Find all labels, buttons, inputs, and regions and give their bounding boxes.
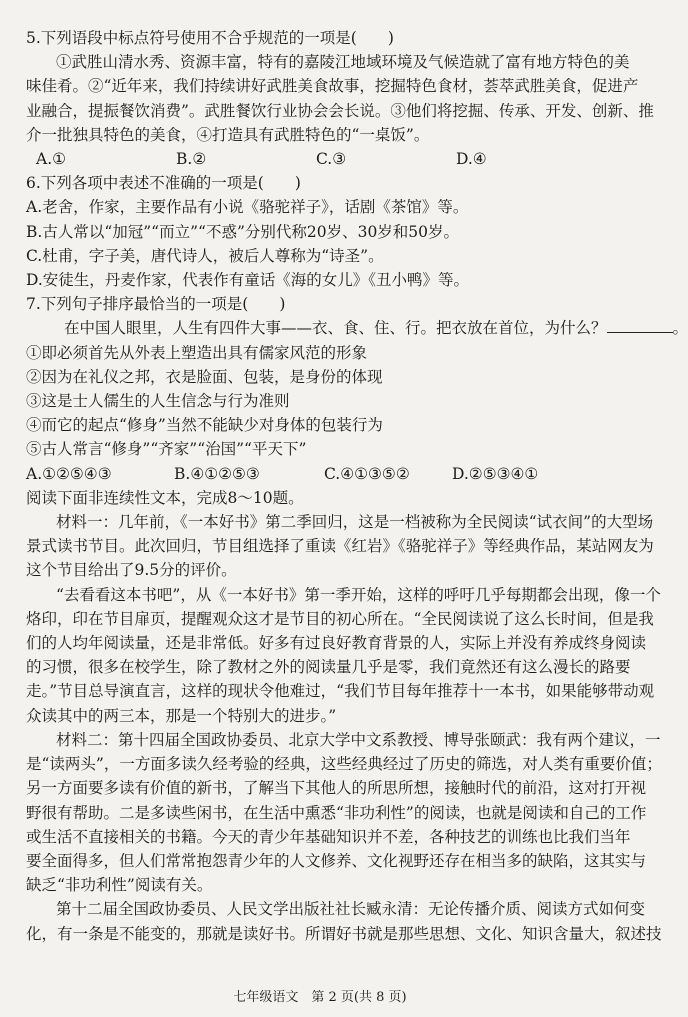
paragraph-line: 的习惯，很多在校学生，除了教材之外的阅读量几乎是零，我们竟然还有这么漫长的路要 [26,658,631,677]
q7-intro [26,316,688,340]
paragraph-line: 是“读两头”，一方面多读久经考验的经典，这些经典经过了历史的筛选，对人类有重要价值； [26,755,662,774]
q7-item: ⑤古人常言“修身”“齐家”“治国”“平天下” [26,440,307,459]
q5-stem: 5.下列语段中标点符号使用不合乎规范的一项是( ) [26,29,394,47]
q6-option-c[interactable]: C.杜甫，字子美，唐代诗人，被后人尊称为“诗圣”。 [26,246,384,265]
paragraph-line: 景式读书节目。此次回归，节目组选择了重读《红岩》《骆驼祥子》等经典作品，某站网友为 [26,537,654,556]
paragraph-line: 这个节目给出了9.5分的评价。 [26,561,237,580]
paragraph-line: 第十二届全国政协委员、人民文学出版社社长臧永清：无论传播介质、阅读方式如何变 [56,900,646,919]
q6-stem: 6.下列各项中表述不准确的一项是( ) [26,174,301,193]
q7-item: ③这是士人儒生的人生信念与行为准则 [26,392,290,411]
question-6 [26,171,618,292]
q7-option-a[interactable]: A.①②⑤④③ [26,464,112,483]
answer-blank[interactable] [607,318,673,333]
q7-option-b[interactable]: B.④①②⑤③ [174,464,260,483]
q5-passage-line: 业融合，提振餐饮消费”。武胜餐饮行业协会会长说。③他们将挖掘、传承、开发、创新、推 [26,101,654,120]
q7-intro-end: 。 [672,319,688,338]
paragraph-line: 野很有帮助。二是多读些闲书，在生活中熏悉“非功利性”的阅读，也就是阅读和自己的工作 [26,803,647,822]
q6-option-a[interactable]: A.老舍，作家，主要作品有小说《骆驼祥子》，话剧《茶馆》等。 [26,198,469,217]
paragraph-line: 走。”节目总导演直言，这样的现状令他难过，“我们节目每年推荐十一本书，如果能够带动观 [26,682,655,701]
q5-option-d[interactable]: D.④ [456,150,487,169]
q6-option-b[interactable]: B.古人常以“加冠”“而立”“不惑”分别代称20岁、30岁和50岁。 [26,222,460,241]
paragraph-line: 材料二：第十四届全国政协委员、北京大学中文系教授、博导张颐武：我有两个建议，一 [56,730,661,749]
q7-stem: 7.下列句子排序最恰当的一项是( ) [26,295,286,314]
q7-option-c[interactable]: C.④①③⑤② [324,464,410,483]
paragraph-line: 另一方面要多读有价值的新书，了解当下其他人的所思所想，接触时代的前沿，这对打开视 [26,779,647,798]
material-two [26,728,662,897]
paragraph-line: 化，有一条是不能变的，那就是读好书。所谓好书就是那些思想、文化、知识含量大，叙述技 [26,924,662,943]
q7-item: ①即必须首先从外表上塑造出具有儒家风范的形象 [26,343,368,362]
q5-option-b[interactable]: B.② [176,150,207,169]
reading-instruction: 阅读下面非连续性文本，完成8～10题。 [26,488,304,507]
q7-options [26,462,618,486]
paragraph-line: 或生活不直接相关的书籍。今天的青少年基础知识并不差，各种技艺的训练也比我们当年 [26,827,631,846]
q5-passage-line: 介一批独具特色的美食，④打造具有武胜特色的“一桌饭”。 [26,125,430,144]
paragraph-line: 缺乏“非功利性”阅读有关。 [26,876,213,895]
question-7 [26,292,688,486]
paragraph-line: 众读其中的两三本，那是一个特别大的进步。” [26,706,337,725]
page-footer: 七年级语文 第 2 页(共 8 页) [233,990,407,1005]
q5-passage-line: ①武胜山清水秀、资源丰富，特有的嘉陵江地域环境及气候造就了富有地方特色的美 [56,53,630,72]
q5-passage-line: 味佳肴。②“近年来，我们持续讲好武胜美食故事，挖掘特色食材，荟萃武胜美食，促进产 [26,77,639,96]
q5-option-a[interactable]: A.① [36,150,67,169]
q5-options [26,147,618,171]
q5-option-c[interactable]: C.③ [316,150,347,169]
question-5 [26,26,654,171]
paragraph-line: 要全面得多，但人们常常抱怨青少年的人文修养、文化视野还存在相当多的缺陷，这其实与 [26,851,647,870]
paragraph-line: 材料一：几年前，《一本好书》第二季回归，这是一档被称为全民阅读“试衣间”的大型场 [56,513,654,532]
q6-option-d[interactable]: D.安徒生，丹麦作家，代表作有童话《海的女儿》《丑小鸭》等。 [26,271,470,290]
material-two-continued [26,897,662,945]
paragraph-line: 烙印，印在节目扉页，提醒观众这才是节目的初心所在。“全民阅读说了这么长时间，但是我 [26,609,654,628]
paragraph-line: “去看看这本书吧”，从《一本好书》第一季开始，这样的呼吁几乎每期都会出现，像一个 [56,585,661,604]
reading-section [26,486,662,946]
q7-item: ④而它的起点“修身”当然不能缺少对身体的包装行为 [26,416,383,435]
q7-item: ②因为在礼仪之邦，衣是脸面、包装，是身份的体现 [26,367,383,386]
material-one-continued [26,583,661,728]
q7-intro-text: 在中国人眼里，人生有四件大事——衣、食、住、行。把衣放在首位，为什么？ [64,319,607,338]
q7-option-d[interactable]: D.②⑤③④① [452,464,539,483]
material-one [26,510,654,583]
paragraph-line: 们的人均年阅读量，还是非常低。好多有过良好教育背景的人，实际上并没有养成终身阅读 [26,634,647,653]
